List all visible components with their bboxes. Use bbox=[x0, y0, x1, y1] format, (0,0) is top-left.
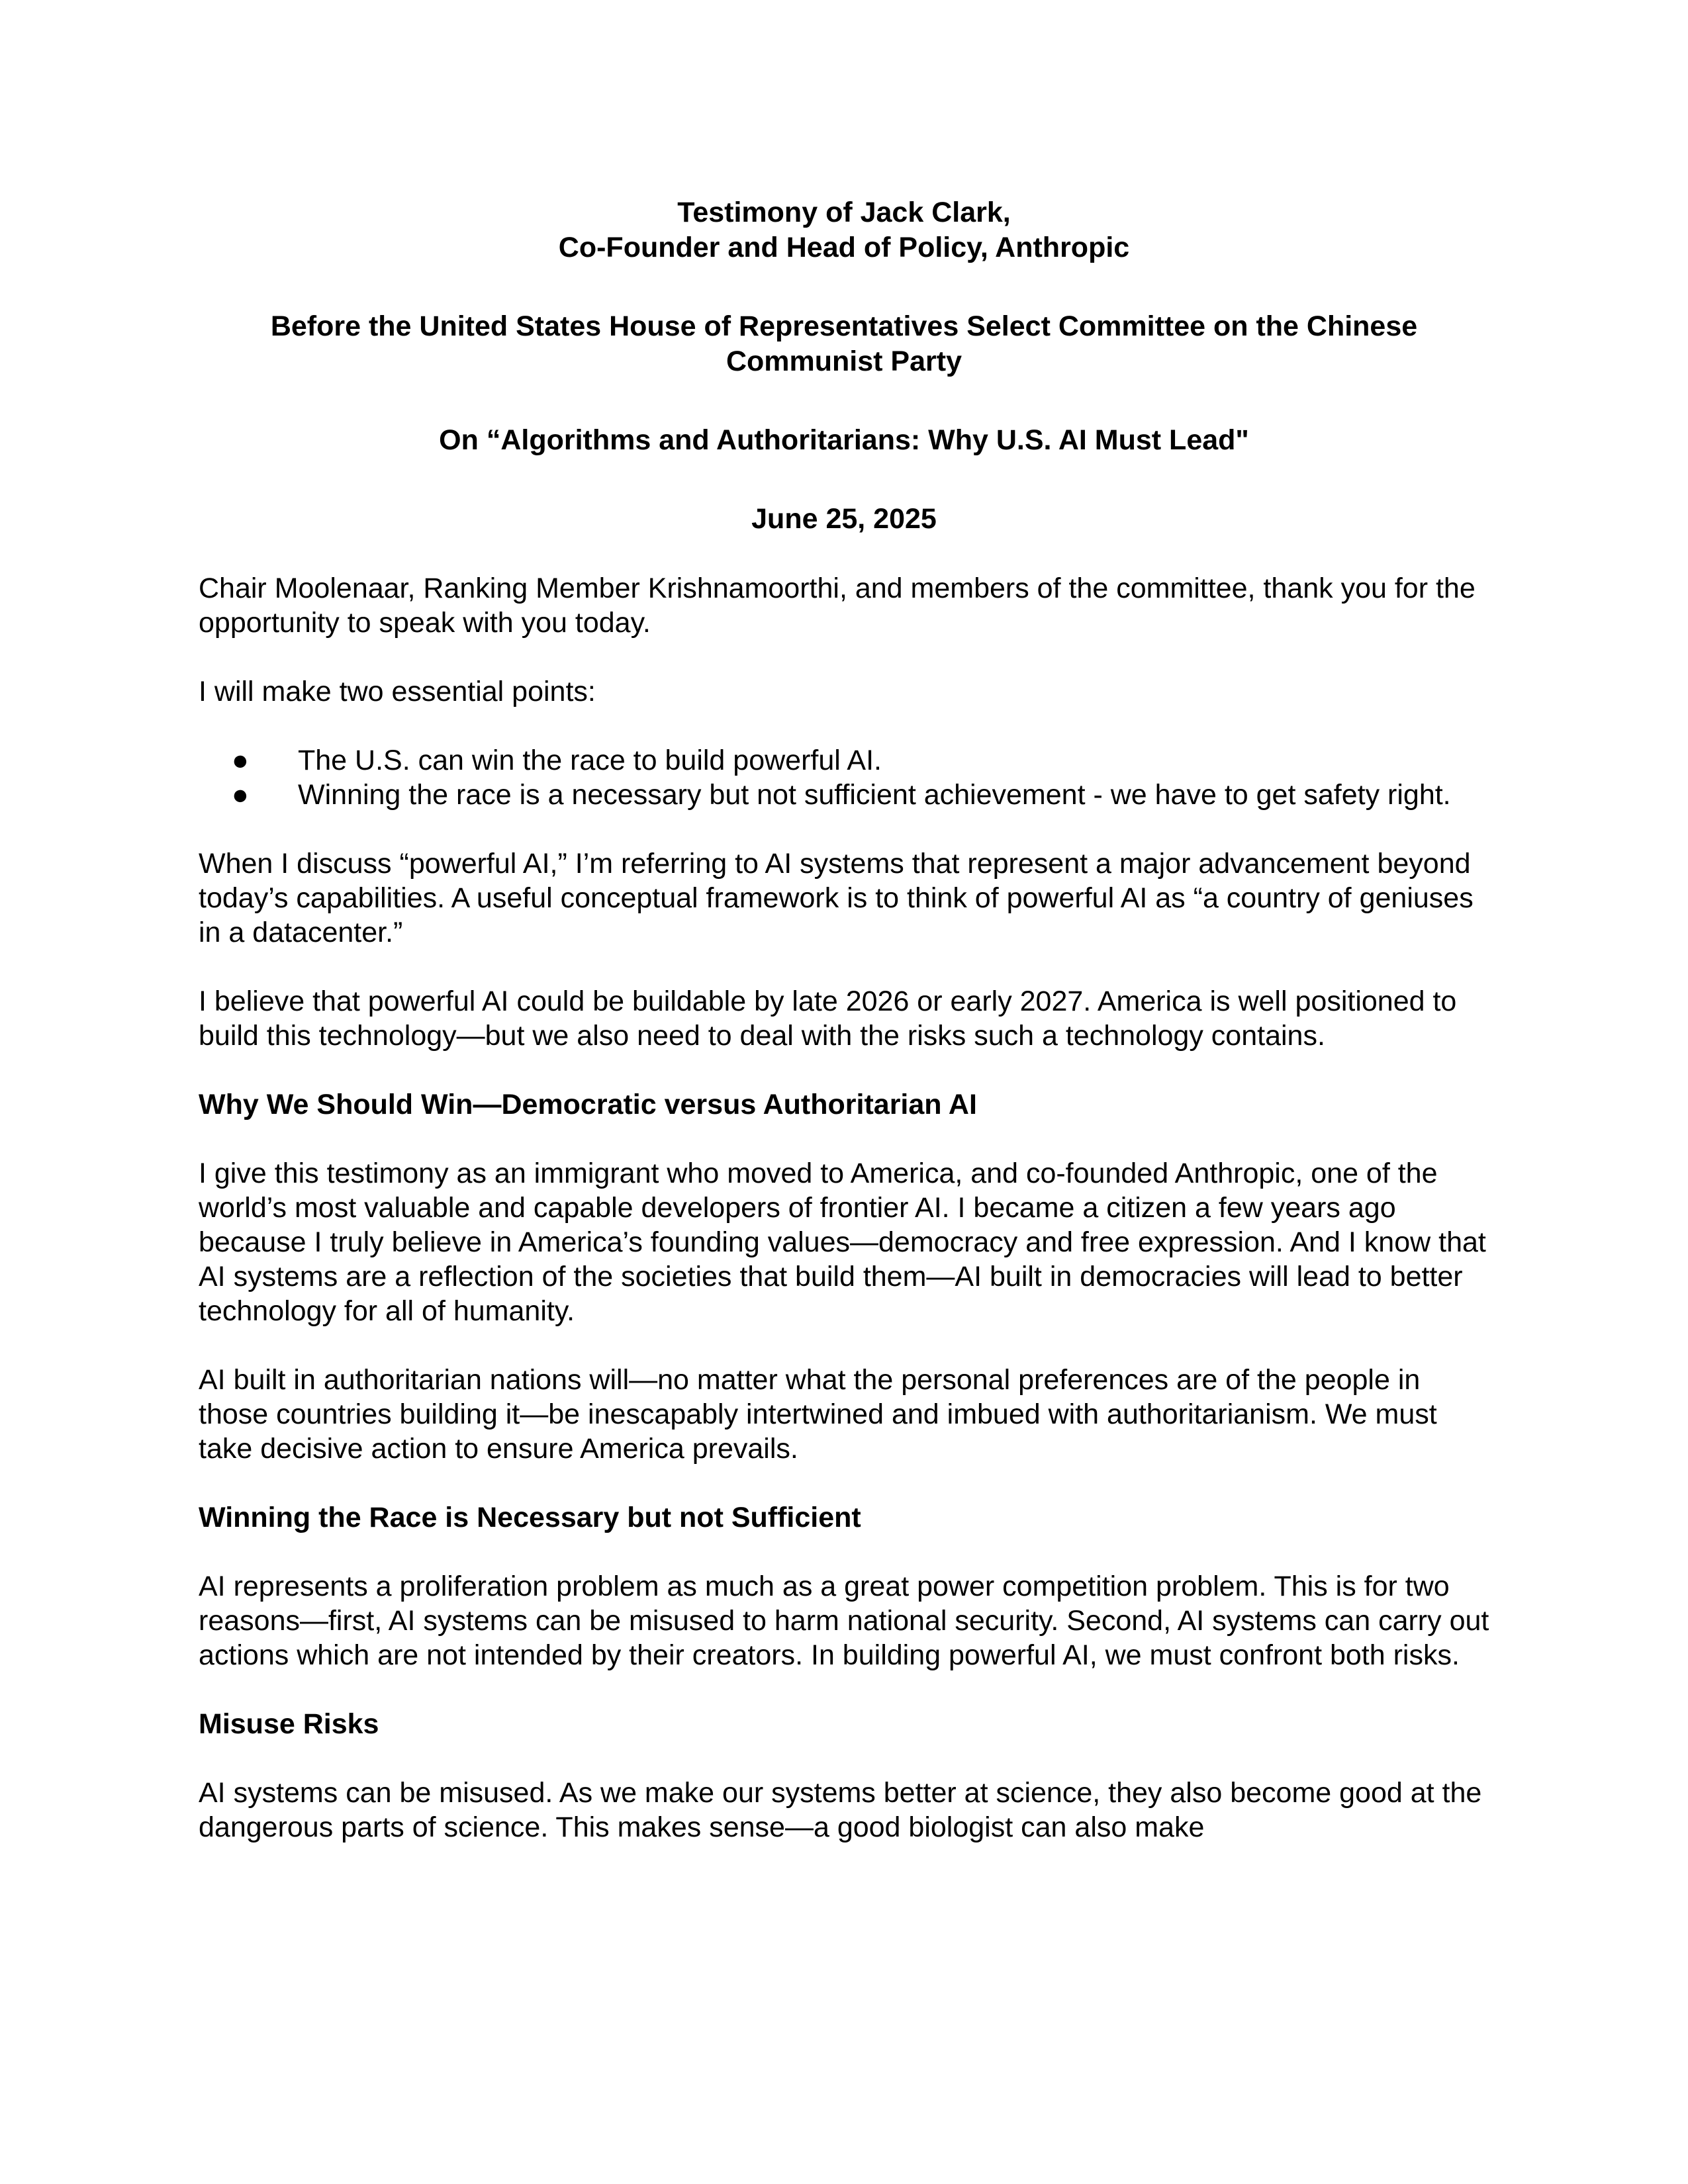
list-item-text: The U.S. can win the race to build powerful AI. bbox=[298, 745, 882, 776]
testimony-title: Testimony of Jack Clark, bbox=[677, 197, 1011, 228]
committee-line-2: Communist Party bbox=[726, 345, 962, 377]
bullet-icon: ● bbox=[232, 745, 249, 776]
testimony-subtitle: Co-Founder and Head of Policy, Anthropic bbox=[558, 232, 1130, 263]
title-block bbox=[199, 195, 1489, 265]
date-block bbox=[199, 502, 1489, 537]
section-heading-misuse-risks: Misuse Risks bbox=[199, 1708, 379, 1740]
paragraph-powerful-ai: When I discuss “powerful AI,” I’m referring to AI systems that represent a major advancement beyond today’s capabilities. A useful conceptual framework is to think of powerful AI as “a country of geniuses in a datacenter.” bbox=[199, 848, 1474, 948]
list-item bbox=[199, 743, 1489, 778]
paragraph-misuse: AI systems can be misused. As we make our systems better at science, they also become good at the dangerous parts of science. This makes sense—a good biologist can also make bbox=[199, 1777, 1482, 1843]
list-item-text: Winning the race is a necessary but not sufficient achievement - we have to get safety right. bbox=[298, 779, 1451, 811]
list-item bbox=[199, 778, 1489, 812]
hearing-title: On “Algorithms and Authoritarians: Why U.S. AI Must Lead" bbox=[439, 424, 1249, 456]
paragraph-authoritarian: AI built in authoritarian nations will—no matter what the personal preferences are of the people in those countries building it—be inescapably intertwined and imbued with authoritarianism. We must take decisive action to ensure America prevails. bbox=[199, 1364, 1437, 1465]
points-list bbox=[199, 743, 1489, 812]
committee-line-1: Before the United States House of Representatives Select Committee on the Chinese bbox=[270, 310, 1418, 342]
bullet-icon: ● bbox=[232, 779, 249, 811]
paragraph-timeline: I believe that powerful AI could be buildable by late 2026 or early 2027. America is well positioned to build this technology—but we also need to deal with the risks such a technology contains. bbox=[199, 985, 1457, 1052]
paragraph-proliferation: AI represents a proliferation problem as much as a great power competition problem. This is for two reasons—first, AI systems can be misused to harm national security. Second, AI systems can carry out actions which are not intended by their creators. In building powerful AI, we must confront both risks. bbox=[199, 1570, 1489, 1671]
paragraph-points-intro: I will make two essential points: bbox=[199, 676, 596, 707]
section-heading-winning-race: Winning the Race is Necessary but not Sufficient bbox=[199, 1502, 861, 1533]
paragraph-greeting: Chair Moolenaar, Ranking Member Krishnamoorthi, and members of the committee, thank you for the opportunity to speak with you today. bbox=[199, 572, 1476, 639]
hearing-block bbox=[199, 423, 1489, 458]
paragraph-immigrant: I give this testimony as an immigrant who moved to America, and co-founded Anthropic, one of the world’s most valuable and capable developers of frontier AI. I became a citizen a few years ago because I truly believe in America’s founding values—democracy and free expression. And I know that AI systems are a reflection of the societies that build them—AI built in democracies will lead to better technology for all of humanity. bbox=[199, 1158, 1486, 1327]
section-heading-democratic-ai: Why We Should Win—Democratic versus Authoritarian AI bbox=[199, 1089, 977, 1120]
hearing-date: June 25, 2025 bbox=[751, 503, 937, 535]
committee-block bbox=[199, 309, 1489, 379]
document-content bbox=[199, 195, 1489, 1844]
